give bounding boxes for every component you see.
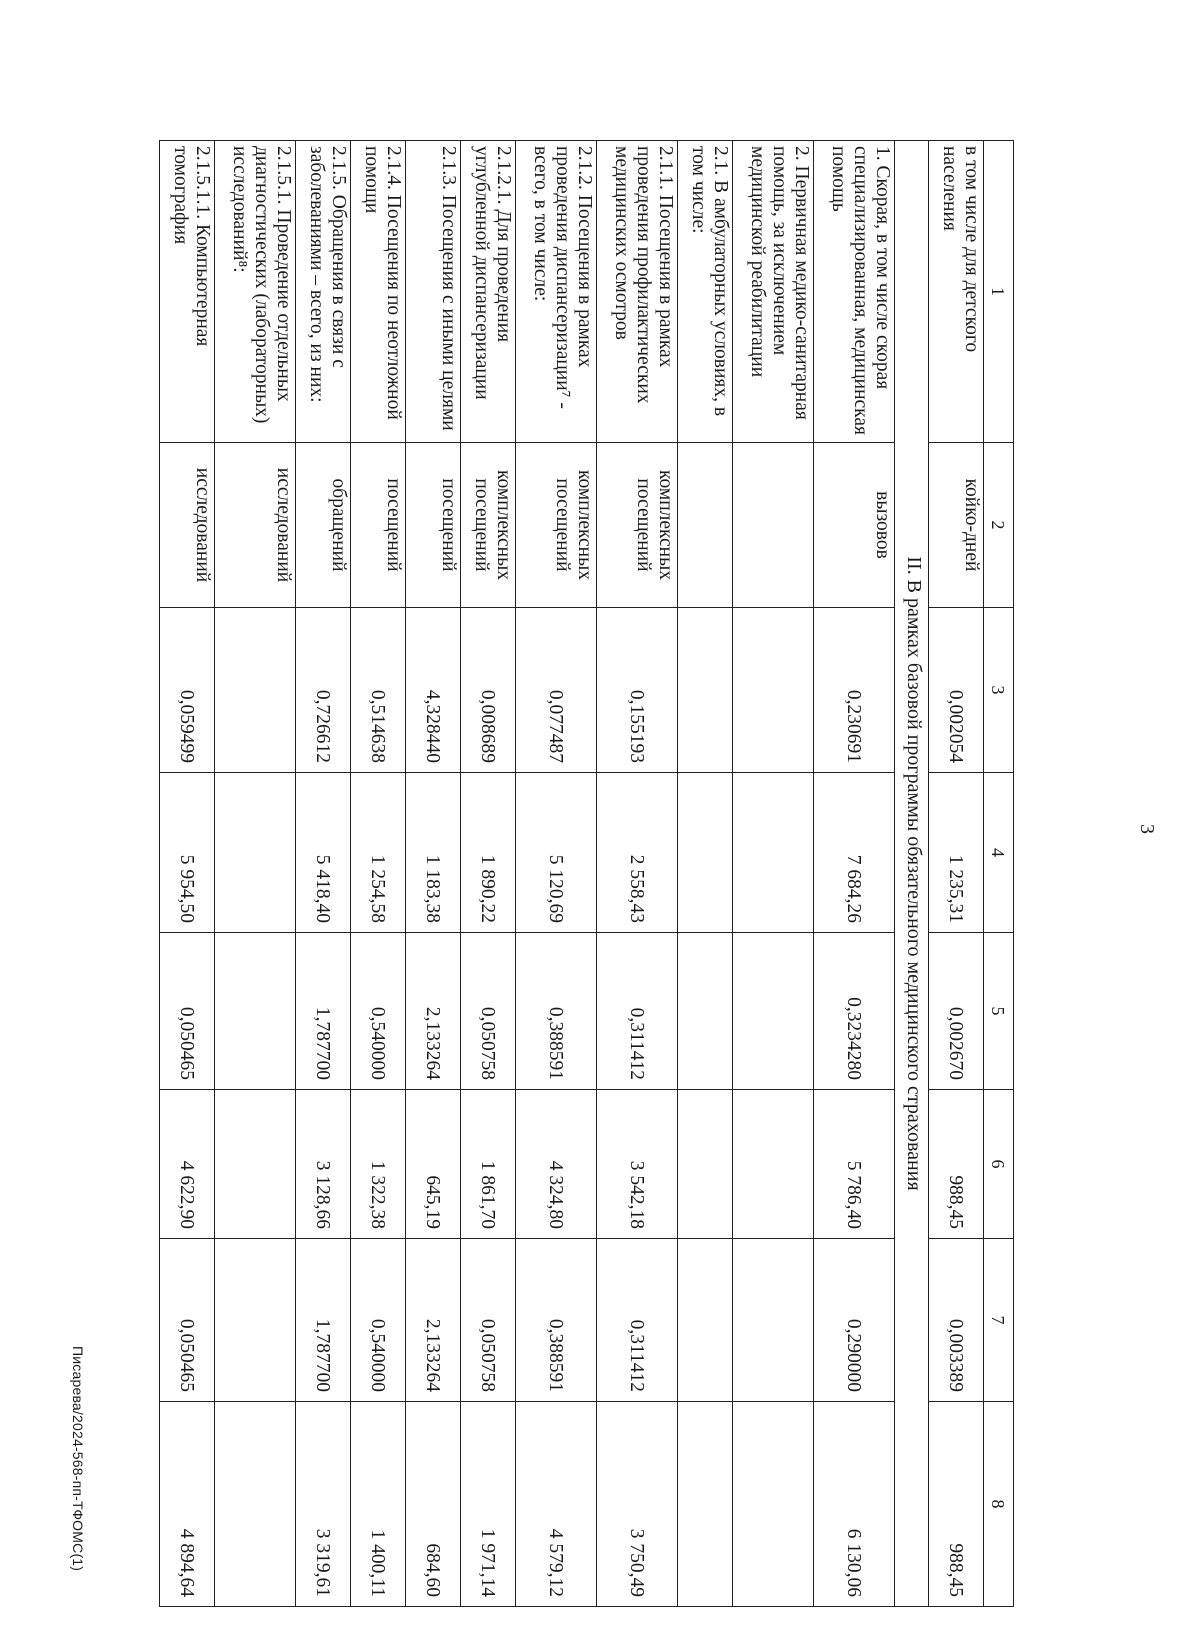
row-value: 5 954,50 — [160, 773, 215, 933]
table-row — [296, 141, 351, 1607]
section-row — [895, 141, 929, 1607]
table-body — [160, 141, 895, 1607]
row-value — [678, 1402, 733, 1607]
row-value: 0,540000 — [351, 933, 406, 1090]
row-value — [733, 773, 814, 933]
row-name: 2.1. В амбулаторных условиях, в том числе: — [678, 141, 733, 443]
row-value — [215, 773, 296, 933]
row-value: 4,328440 — [406, 608, 461, 773]
table-row — [929, 141, 984, 1607]
row-value — [215, 1402, 296, 1607]
row-value: 0,230691 — [814, 608, 895, 773]
header-cell: 5 — [984, 933, 1014, 1090]
row-value: 0,050758 — [461, 1239, 516, 1402]
table-row — [351, 141, 406, 1607]
table-row — [461, 141, 516, 1607]
header-cell: 4 — [984, 773, 1014, 933]
row-value: 0,514638 — [351, 608, 406, 773]
row-unit: посещений — [351, 443, 406, 608]
row-value: 0,050465 — [160, 1239, 215, 1402]
row-value: 5 120,69 — [516, 773, 597, 933]
row-value: 0,077487 — [516, 608, 597, 773]
page-number: 3 — [1136, 824, 1158, 834]
row-unit: вызовов — [814, 443, 895, 608]
row-value: 988,45 — [929, 1090, 984, 1239]
row-name: 2.1.2.1. Для проведения углубленной диспансеризации — [461, 141, 516, 443]
row-value: 0,002670 — [929, 933, 984, 1090]
table-row — [406, 141, 461, 1607]
row-value: 2,133264 — [406, 933, 461, 1090]
table-row — [814, 141, 895, 1607]
header-cell: 7 — [984, 1239, 1014, 1402]
row-unit: комплексных посещений — [461, 443, 516, 608]
row-unit — [733, 443, 814, 608]
row-unit: койко-дней — [929, 443, 984, 608]
row-value: 0,050758 — [461, 933, 516, 1090]
row-value: 1,787700 — [296, 933, 351, 1090]
row-value: 0,059499 — [160, 608, 215, 773]
table-row — [516, 141, 597, 1607]
row-value: 1 235,31 — [929, 773, 984, 933]
row-value — [733, 608, 814, 773]
row-value — [215, 1090, 296, 1239]
table-row — [733, 141, 814, 1607]
row-value: 0,311412 — [597, 933, 678, 1090]
row-value: 1,787700 — [296, 1239, 351, 1402]
row-value — [733, 933, 814, 1090]
header-cell: 3 — [984, 608, 1014, 773]
row-value: 0,388591 — [516, 933, 597, 1090]
row-value: 4 324,80 — [516, 1090, 597, 1239]
row-name: 2.1.4. Посещения по неотложной помощи — [351, 141, 406, 443]
row-value — [678, 773, 733, 933]
row-value — [678, 1090, 733, 1239]
tariff-table — [159, 140, 1014, 1607]
row-value: 2,133264 — [406, 1239, 461, 1402]
row-value: 0,290000 — [814, 1239, 895, 1402]
row-value — [678, 933, 733, 1090]
table-row — [160, 141, 215, 1607]
row-value: 2 558,43 — [597, 773, 678, 933]
row-value: 0,726612 — [296, 608, 351, 773]
row-value: 0,388591 — [516, 1239, 597, 1402]
row-value: 0,003389 — [929, 1239, 984, 1402]
row-value — [678, 1239, 733, 1402]
header-cell: 1 — [984, 141, 1014, 443]
header-row — [984, 141, 1014, 1607]
row-value: 1 183,38 — [406, 773, 461, 933]
row-value: 3 750,49 — [597, 1402, 678, 1607]
row-name: 2.1.3. Посещения с иными целями — [406, 141, 461, 443]
row-unit: исследований — [160, 443, 215, 608]
row-name: в том числе для детского населения — [929, 141, 984, 443]
row-value: 3 542,18 — [597, 1090, 678, 1239]
row-value: 4 894,64 — [160, 1402, 215, 1607]
row-unit — [678, 443, 733, 608]
footer-code: Писарева/2024-568-пп-ТФОМС(1) — [70, 1346, 86, 1572]
table-row — [678, 141, 733, 1607]
row-value: 5 786,40 — [814, 1090, 895, 1239]
row-unit: посещений — [406, 443, 461, 608]
row-value — [678, 608, 733, 773]
row-unit: обращений — [296, 443, 351, 608]
row-value: 3 128,66 — [296, 1090, 351, 1239]
row-value: 3 319,61 — [296, 1402, 351, 1607]
row-name: 2.1.1. Посещения в рамках проведения профилактических медицинских осмотров — [597, 141, 678, 443]
row-name: 2.1.2. Посещения в рамках проведения диспансеризации⁷ - всего, в том числе: — [516, 141, 597, 443]
row-value: 645,19 — [406, 1090, 461, 1239]
row-value — [215, 933, 296, 1090]
row-value: 0,155193 — [597, 608, 678, 773]
row-value: 5 418,40 — [296, 773, 351, 933]
row-value: 1 971,14 — [461, 1402, 516, 1607]
row-value: 0,050465 — [160, 933, 215, 1090]
section-title: II. В рамках базовой программы обязательного медицинского страхования — [895, 141, 929, 1607]
row-value: 0,311412 — [597, 1239, 678, 1402]
table-row — [215, 141, 296, 1607]
row-value: 6 130,06 — [814, 1402, 895, 1607]
row-name: 2.1.5. Обращения в связи с заболеваниями – всего, из них: — [296, 141, 351, 443]
row-value: 684,60 — [406, 1402, 461, 1607]
row-value: 0,540000 — [351, 1239, 406, 1402]
row-name: 2. Первичная медико-санитарная помощь, за исключением медицинской реабилитации — [733, 141, 814, 443]
row-value: 1 322,38 — [351, 1090, 406, 1239]
row-name: 1. Скорая, в том числе скорая специализированная, медицинская помощь — [814, 141, 895, 443]
row-value: 988,45 — [929, 1402, 984, 1607]
row-value: 0,008689 — [461, 608, 516, 773]
header-cell: 8 — [984, 1402, 1014, 1607]
row-value — [215, 1239, 296, 1402]
row-value: 0,3234280 — [814, 933, 895, 1090]
row-name: 2.1.5.1.1. Компьютерная томография — [160, 141, 215, 443]
row-value — [215, 608, 296, 773]
row-value: 4 579,12 — [516, 1402, 597, 1607]
row-value: 7 684,26 — [814, 773, 895, 933]
row-value: 4 622,90 — [160, 1090, 215, 1239]
row-unit: исследований — [215, 443, 296, 608]
row-value: 0,002054 — [929, 608, 984, 773]
row-value: 1 890,22 — [461, 773, 516, 933]
row-value — [733, 1402, 814, 1607]
row-value: 1 400,11 — [351, 1402, 406, 1607]
row-value: 1 254,58 — [351, 773, 406, 933]
tariff-table-wrap — [159, 140, 1014, 1606]
header-cell: 6 — [984, 1090, 1014, 1239]
table-row — [597, 141, 678, 1607]
row-value: 1 861,70 — [461, 1090, 516, 1239]
row-value — [733, 1090, 814, 1239]
row-unit: комплексных посещений — [597, 443, 678, 608]
row-unit: комплексных посещений — [516, 443, 597, 608]
row-value — [733, 1239, 814, 1402]
header-cell: 2 — [984, 443, 1014, 608]
row-name: 2.1.5.1. Проведение отдельных диагностических (лабораторных) исследований⁸: — [215, 141, 296, 443]
